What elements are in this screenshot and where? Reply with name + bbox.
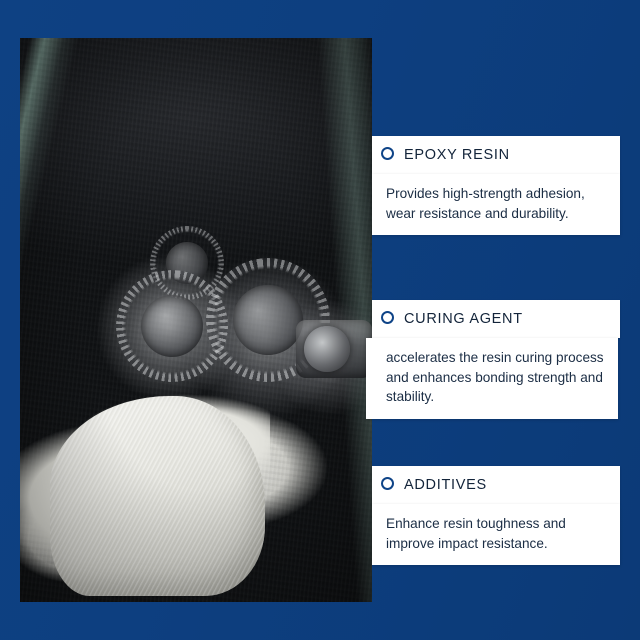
photo-vignette (20, 38, 372, 602)
card-title-label: EPOXY RESIN (404, 147, 510, 163)
bullet-dot-icon (381, 147, 394, 160)
info-card-additives (372, 466, 620, 565)
card-body: Enhance resin toughness and improve impact resistance. (372, 504, 620, 565)
info-card-list (372, 38, 620, 602)
bullet-dot-icon (381, 477, 394, 490)
card-title-label: ADDITIVES (404, 477, 487, 493)
card-title (372, 136, 620, 174)
card-body: accelerates the resin curing process and enhances bonding strength and stability. (366, 338, 618, 419)
card-title (372, 300, 620, 338)
card-title (372, 466, 620, 504)
machinery-photo (20, 38, 372, 602)
card-title-label: CURING AGENT (404, 311, 523, 327)
info-card-epoxy-resin (372, 136, 620, 235)
card-body: Provides high-strength adhesion, wear resistance and durability. (372, 174, 620, 235)
info-card-curing-agent (372, 300, 620, 419)
bullet-dot-icon (381, 311, 394, 324)
